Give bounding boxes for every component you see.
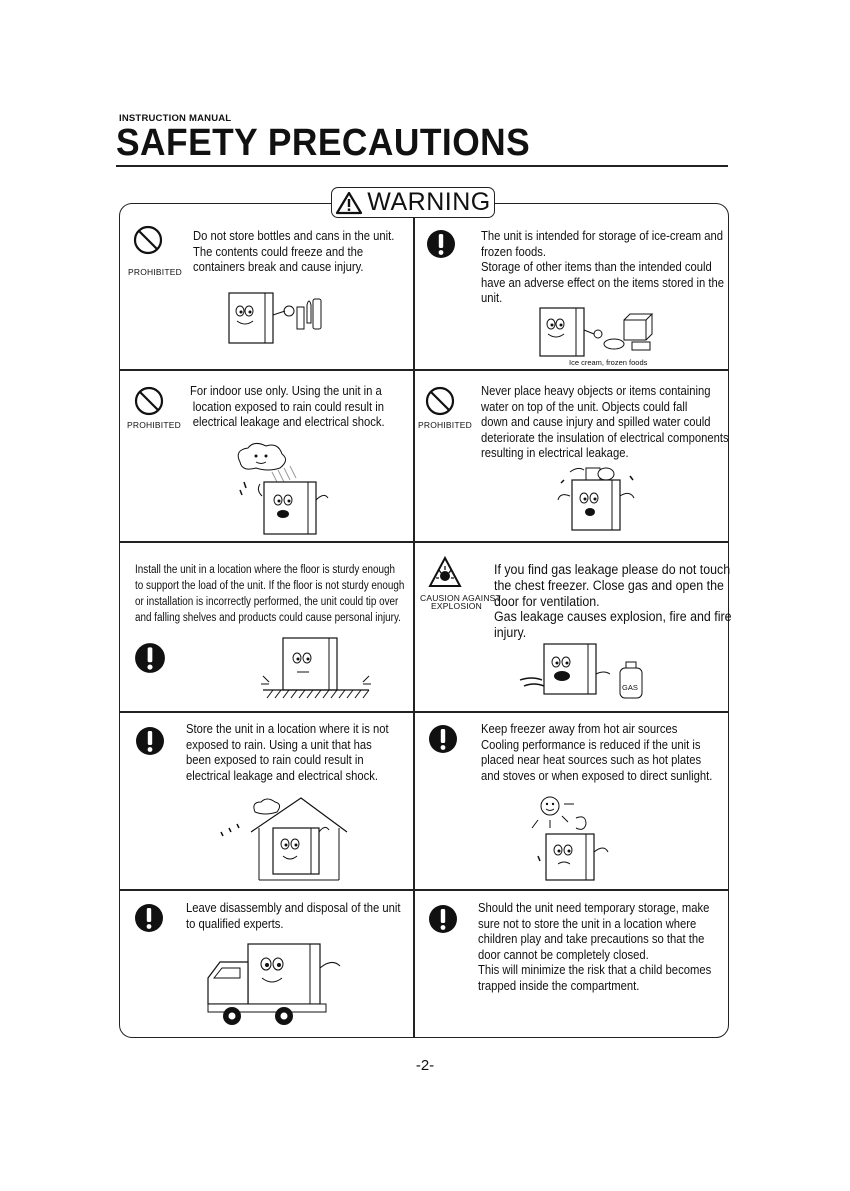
- text-line: electrical leakage and electrical shock.: [192, 415, 385, 429]
- freezer-with-objects-illustration: [550, 462, 645, 540]
- text-line: Gas leakage causes explosion, fire and fire: [494, 609, 732, 625]
- warning-tag: [331, 187, 495, 218]
- text-line: the chest freezer. Close gas and open the: [494, 577, 724, 593]
- cell-text: [478, 901, 711, 994]
- freezer-in-house-illustration: [215, 792, 355, 884]
- text-line: containers break and cause injury.: [193, 260, 364, 274]
- text-line: to qualified experts.: [186, 916, 284, 931]
- prohibited-label: PROHIBITED: [128, 267, 182, 277]
- text-line: The unit is intended for storage of ice-cream and: [481, 229, 724, 243]
- title-rule: [116, 165, 728, 167]
- prohibited-icon: [134, 386, 164, 416]
- exclamation-icon: [428, 904, 458, 934]
- prohibited-icon: [425, 386, 455, 416]
- cell-text: [481, 722, 712, 784]
- gas-label: GAS: [622, 683, 638, 692]
- exclamation-icon: [135, 726, 165, 756]
- text-line: Leave disassembly and disposal of the unit: [186, 901, 401, 915]
- text-line: and stoves or when exposed to direct sunlight.: [481, 768, 713, 783]
- cell-text: [190, 384, 385, 431]
- text-line: to support the load of the unit. If the floor is not sturdy enough: [135, 580, 405, 592]
- explosion-icon: [428, 556, 462, 588]
- exclamation-icon: [426, 229, 456, 259]
- page-title: SAFETY PRECAUTIONS: [116, 122, 531, 164]
- text-line: The contents could freeze and the: [193, 244, 364, 259]
- prohibited-label: PROHIBITED: [418, 420, 472, 430]
- text-line: trapped inside the compartment.: [478, 978, 640, 993]
- text-line: door cannot be completely closed.: [478, 947, 649, 962]
- text-line: unit.: [481, 291, 503, 305]
- row-divider: [119, 541, 729, 543]
- prohibited-label: PROHIBITED: [127, 420, 181, 430]
- text-line: Keep freezer away from hot air sources: [481, 722, 678, 736]
- text-line: and falling shelves and products could cause personal injury.: [135, 612, 401, 624]
- row-divider: [119, 369, 729, 371]
- text-line: exposed to rain. Using a unit that has: [186, 737, 372, 752]
- warning-label: WARNING: [367, 188, 491, 216]
- cell-text: [494, 562, 732, 641]
- text-line: Never place heavy objects or items containing: [481, 384, 711, 398]
- explosion-label-line2: EXPLOSION: [431, 601, 482, 611]
- text-line: Do not store bottles and cans in the unit.: [193, 229, 395, 243]
- illustration-caption: Ice cream, frozen foods: [569, 358, 648, 367]
- text-line: Store the unit in a location where it is not: [186, 722, 389, 736]
- text-line: location exposed to rain could result in: [192, 399, 385, 414]
- text-line: This will minimize the risk that a child becomes: [478, 963, 712, 977]
- text-line: placed near heat sources such as hot plates: [481, 753, 702, 767]
- freezer-gas-illustration: [518, 636, 648, 704]
- text-line: Should the unit need temporary storage, make: [478, 901, 710, 915]
- cell-text: [481, 229, 724, 307]
- text-line: Install the unit in a location where the floor is sturdy enough: [135, 564, 396, 576]
- manual-label: INSTRUCTION MANUAL: [119, 113, 232, 124]
- prohibited-icon: [133, 225, 163, 255]
- text-line: deteriorate the insulation of electrical components: [481, 430, 729, 445]
- text-line: Cooling performance is reduced if the unit is: [481, 737, 701, 752]
- text-line: Storage of other items than the intended could: [481, 260, 712, 274]
- warning-triangle-icon: [335, 191, 363, 215]
- text-line: frozen foods.: [481, 244, 547, 259]
- cell-text: [193, 229, 394, 276]
- text-line: or installation is incorrectly performed, the unit could tip over: [135, 596, 399, 608]
- freezer-with-bottles-illustration: [225, 287, 335, 347]
- cell-text: [186, 901, 401, 932]
- row-divider: [119, 889, 729, 891]
- text-line: For indoor use only. Using the unit in a: [190, 384, 382, 398]
- column-divider: [413, 203, 415, 1038]
- freezer-with-icecream-illustration: [538, 304, 658, 360]
- cell-text: [186, 722, 389, 784]
- text-line: resulting in electrical leakage.: [481, 446, 629, 460]
- cell-text: [135, 562, 404, 626]
- explosion-label: CAUSION AGAINST: [420, 593, 501, 603]
- text-line: electrical leakage and electrical shock.: [186, 768, 378, 783]
- text-line: water on top of the unit. Objects could fall: [481, 399, 688, 414]
- text-line: sure not to store the unit in a location where: [478, 916, 697, 931]
- text-line: injury.: [494, 625, 527, 641]
- text-line: been exposed to rain could result in: [186, 753, 364, 767]
- cell-text: [481, 384, 729, 462]
- exclamation-icon: [428, 724, 458, 754]
- exclamation-icon: [134, 903, 164, 933]
- freezer-on-truck-illustration: [200, 938, 350, 1030]
- text-line: If you find gas leakage please do not touch: [494, 562, 731, 577]
- freezer-near-sun-illustration: [528, 792, 618, 886]
- freezer-on-floor-illustration: [257, 632, 375, 710]
- text-line: children play and take precautions so that the: [478, 932, 705, 946]
- text-line: down and cause injury and spilled water could: [481, 415, 711, 429]
- freezer-in-rain-illustration: [232, 440, 347, 538]
- text-line: have an adverse effect on the items stored in the: [481, 275, 725, 290]
- exclamation-icon: [134, 642, 166, 674]
- row-divider: [119, 711, 729, 713]
- text-line: door for ventilation.: [494, 593, 600, 609]
- page-number: -2-: [415, 1057, 435, 1074]
